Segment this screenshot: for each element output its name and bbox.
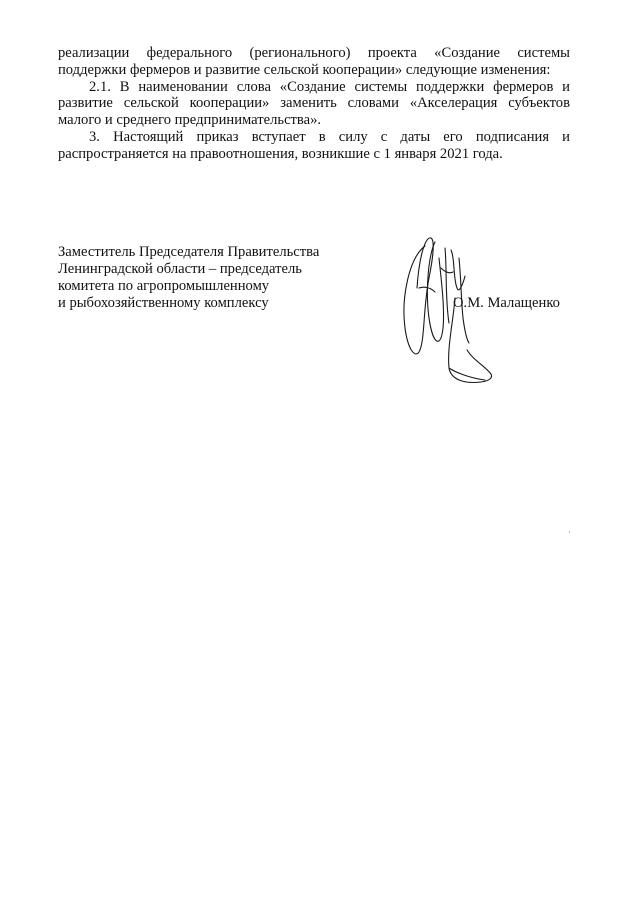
paragraph-continuation: реализации федерального (регионального) проекта «Создание системы поддержки фермеров и развитие сельской кооперации» следующие изменения:	[58, 45, 570, 78]
position-line: и рыбохозяйственному комплексу	[58, 295, 269, 311]
signatory-position	[58, 244, 358, 312]
signatory-name: О.М. Малащенко	[453, 295, 560, 311]
paragraph-item-3: 3. Настоящий приказ вступает в силу с даты его подписания и распространяется на правоотношения, возникшие с 1 января 2021 года.	[58, 128, 570, 162]
position-line: Ленинградской области – председатель	[58, 261, 302, 277]
position-line: комитета по агропромышленному	[58, 278, 270, 294]
handwritten-signature	[395, 228, 505, 388]
scan-artifact	[569, 531, 570, 533]
position-line: Заместитель Председателя Правительства	[58, 244, 320, 260]
paragraph-item-2-1: 2.1. В наименовании слова «Создание системы поддержки фермеров и развитие сельской кооперации» заменить словами «Акселерация субъектов малого и среднего предпринимательства».	[58, 78, 570, 129]
document-body	[58, 45, 570, 163]
